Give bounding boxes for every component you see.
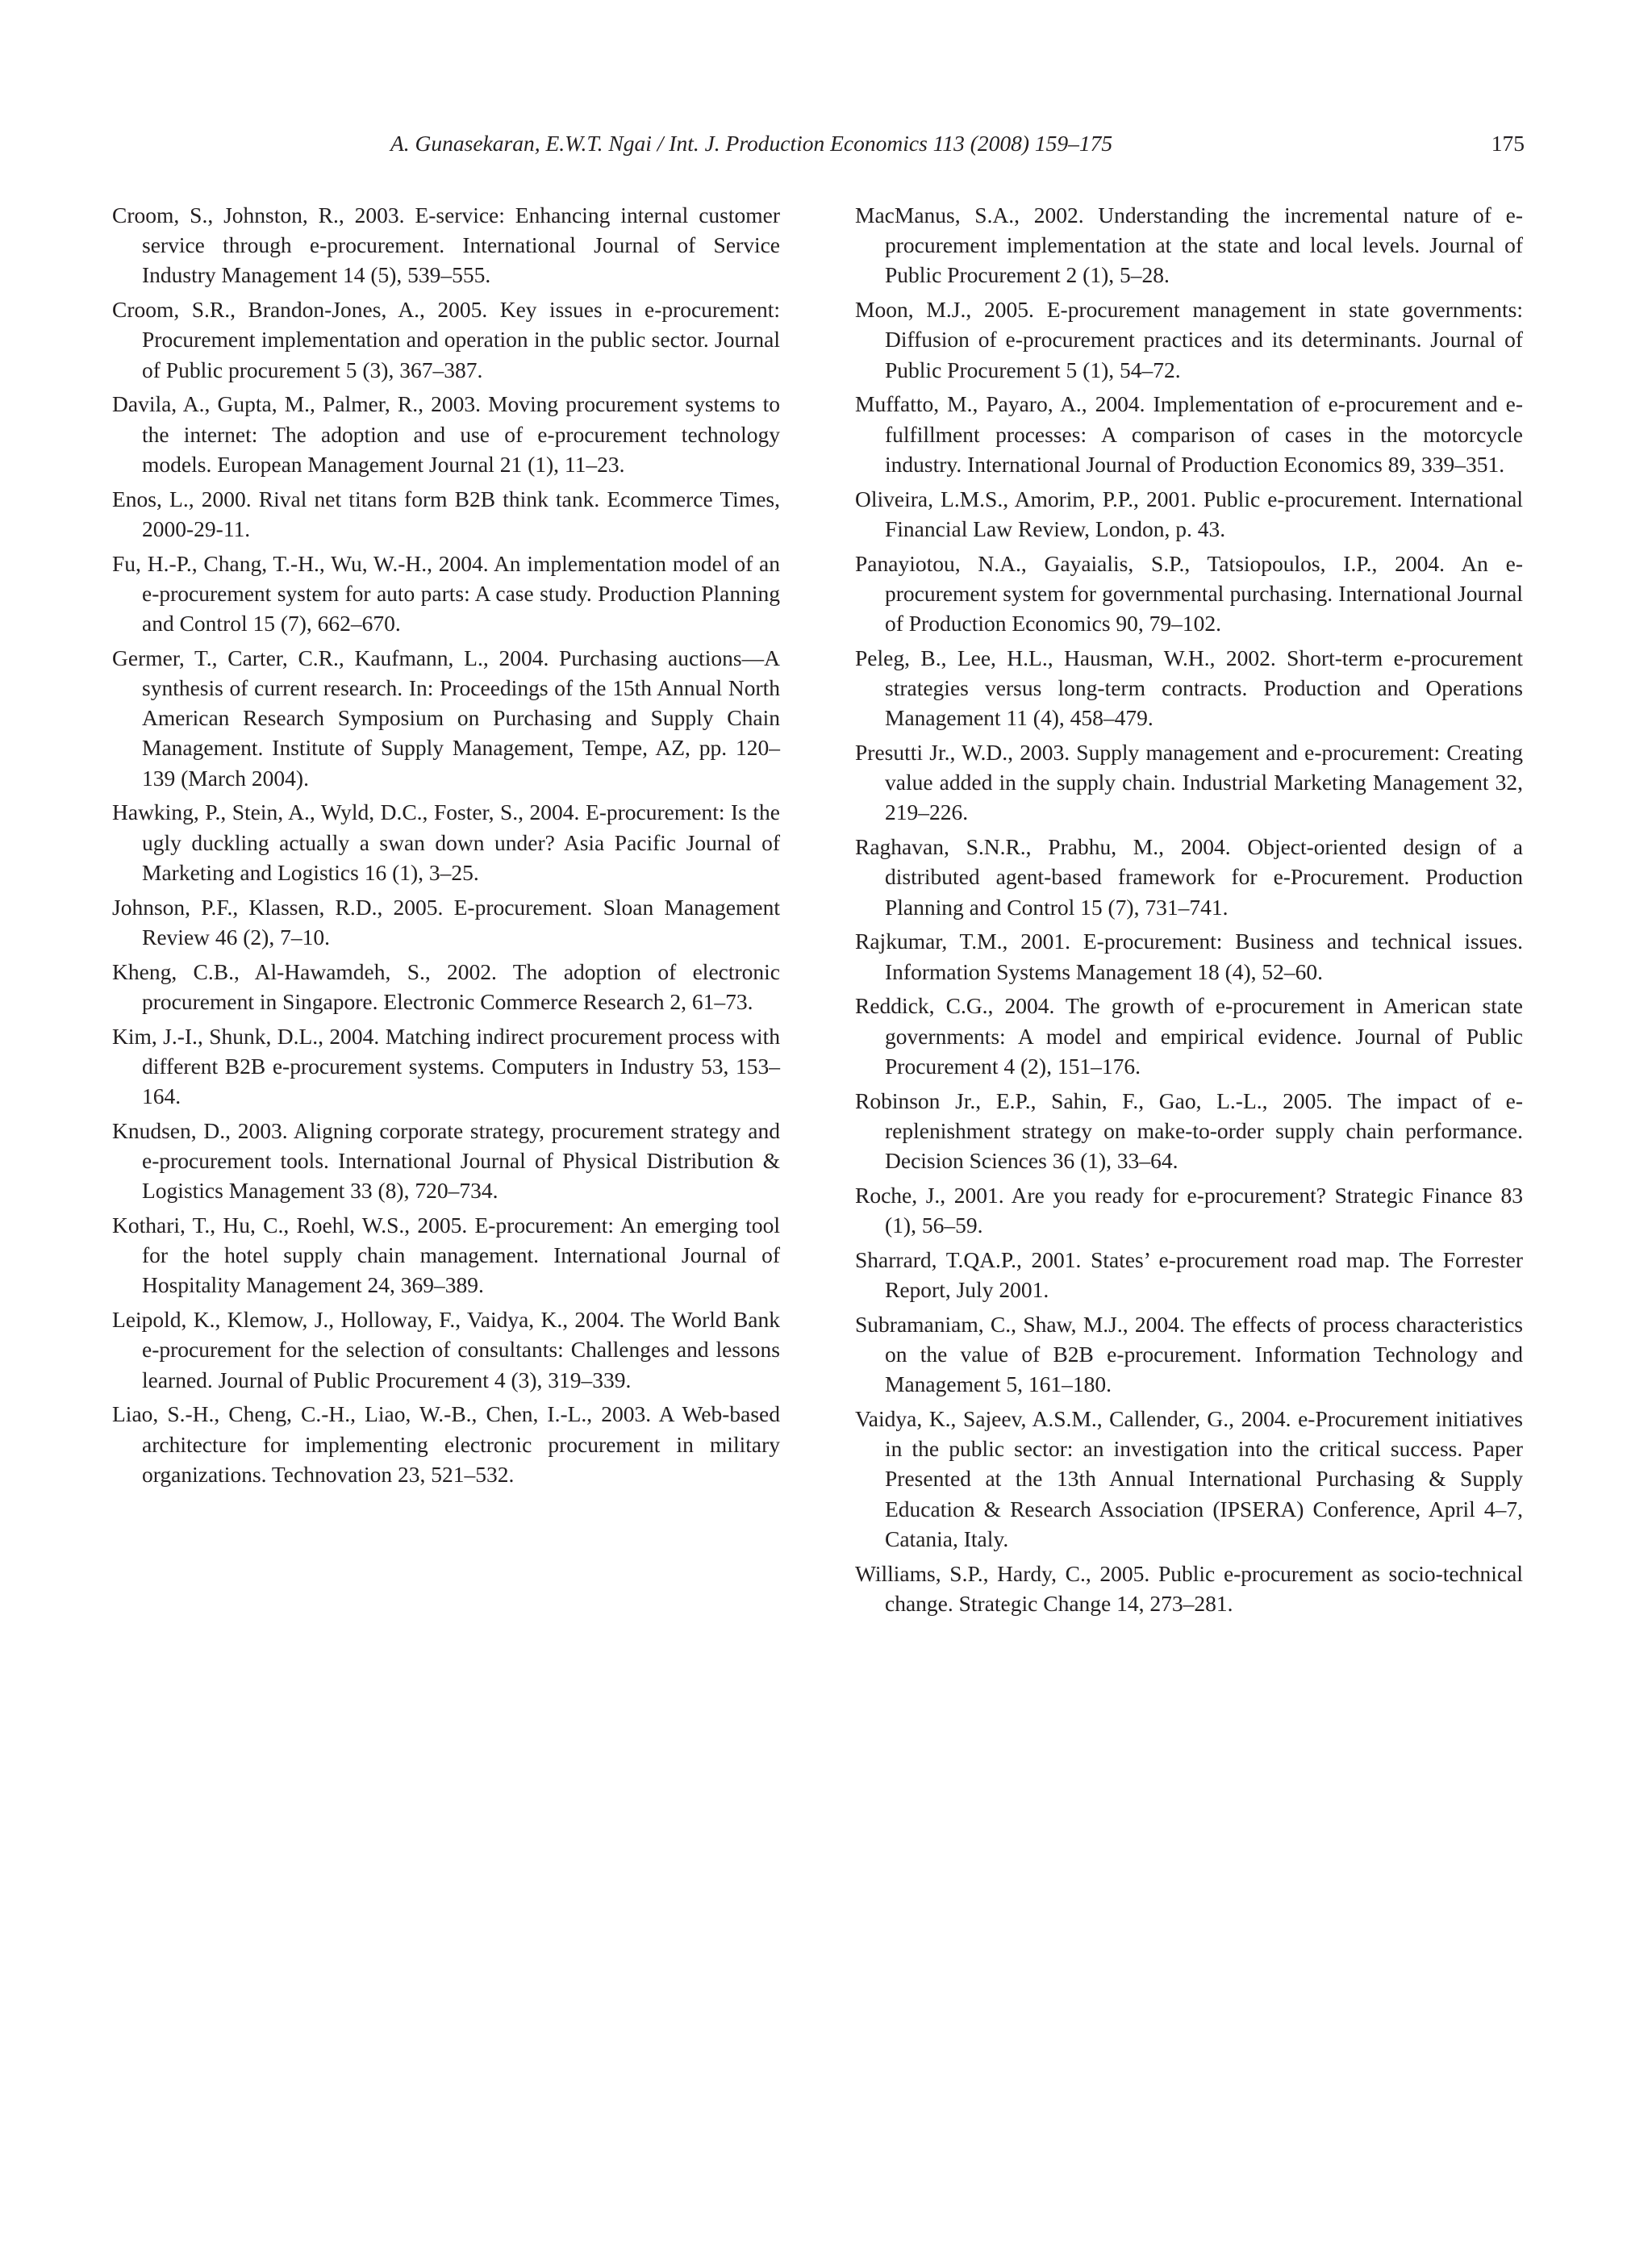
reference-entry: Robinson Jr., E.P., Sahin, F., Gao, L.-L., 2005. The impact of e-replenishment strategy on make-to-order supply chain performance. Decision Sciences 36 (1), 33–64. — [855, 1087, 1523, 1174]
reference-entry: Peleg, B., Lee, H.L., Hausman, W.H., 2002. Short-term e-procurement strategies versus long-term contracts. Production and Operations Management 11 (4), 458–479. — [855, 645, 1523, 731]
reference-entry: Kothari, T., Hu, C., Roehl, W.S., 2005. E-procurement: An emerging tool for the hotel supply chain management. International Journal of Hospitality Management 24, 369–389. — [112, 1213, 780, 1298]
references-left-column — [112, 200, 780, 1494]
reference-entry: Kim, J.-I., Shunk, D.L., 2004. Matching indirect procurement process with different B2B e-procurement systems. Computers in Industry 53, 153–164. — [112, 1023, 780, 1109]
reference-entry: Hawking, P., Stein, A., Wyld, D.C., Foster, S., 2004. E-procurement: Is the ugly duckling actually a swan down under? Asia Pacific Journal of Marketing and Logistics 16 (1), 3–25. — [112, 799, 780, 885]
reference-entry: Reddick, C.G., 2004. The growth of e-procurement in American state governments: A model and empirical evidence. Journal of Public Procurement 4 (2), 151–176. — [855, 993, 1523, 1079]
reference-entry: MacManus, S.A., 2002. Understanding the incremental nature of e-procurement implementation at the state and local levels. Journal of Public Procurement 2 (1), 5–28. — [855, 202, 1523, 288]
reference-entry: Moon, M.J., 2005. E-procurement management in state governments: Diffusion of e-procurement practices and its determinants. Journal of Public Procurement 5 (1), 54–72. — [855, 297, 1523, 382]
reference-entry: Knudsen, D., 2003. Aligning corporate strategy, procurement strategy and e-procurement tools. International Journal of Physical Distribution & Logistics Management 33 (8), 720–734. — [112, 1117, 780, 1204]
reference-entry: Croom, S.R., Brandon-Jones, A., 2005. Key issues in e-procurement: Procurement implementation and operation in the public sector. Journal of Public procurement 5 (3), 367–387. — [112, 297, 780, 382]
reference-entry: Rajkumar, T.M., 2001. E-procurement: Business and technical issues. Information Systems Management 18 (4), 52–60. — [855, 929, 1523, 984]
reference-entry: Fu, H.-P., Chang, T.-H., Wu, W.-H., 2004. An implementation model of an e-procurement system for auto parts: A case study. Production Planning and Control 15 (7), 662–670. — [112, 550, 780, 637]
reference-entry: Kheng, C.B., Al-Hawamdeh, S., 2002. The adoption of electronic procurement in Singapore. Electronic Commerce Research 2, 61–73. — [112, 958, 780, 1014]
reference-entry: Leipold, K., Klemow, J., Holloway, F., Vaidya, K., 2004. The World Bank e-procurement for the selection of consultants: Challenges and lessons learned. Journal of Public Procurement 4 (3), 319–339. — [112, 1307, 780, 1392]
references-right-column — [855, 200, 1523, 1623]
page-number: 175 — [1491, 131, 1525, 156]
reference-entry: Croom, S., Johnston, R., 2003. E-service: Enhancing internal customer service through e-procurement. International Journal of Service Industry Management 14 (5), 539–555. — [112, 202, 780, 288]
reference-entry: Roche, J., 2001. Are you ready for e-procurement? Strategic Finance 83 (1), 56–59. — [855, 1182, 1523, 1238]
reference-entry: Enos, L., 2000. Rival net titans form B2B think tank. Ecommerce Times, 2000-29-11. — [112, 486, 780, 541]
reference-entry: Liao, S.-H., Cheng, C.-H., Liao, W.-B., Chen, I.-L., 2003. A Web-based architecture for implementing electronic procurement in military organizations. Technovation 23, 521–532. — [112, 1401, 780, 1487]
reference-entry: Raghavan, S.N.R., Prabhu, M., 2004. Object-oriented design of a distributed agent-based framework for e-Procurement. Production Planning and Control 15 (7), 731–741. — [855, 834, 1523, 920]
reference-entry: Muffatto, M., Payaro, A., 2004. Implementation of e-procurement and e-fulfillment processes: A comparison of cases in the motorcycle industry. International Journal of Production Economics 89, 339–351. — [855, 391, 1523, 477]
reference-entry: Germer, T., Carter, C.R., Kaufmann, L., 2004. Purchasing auctions—A synthesis of current research. In: Proceedings of the 15th Annual North American Research Symposium on Purchasing and Supply Chain Management. Institute of Supply Management, Tempe, AZ, pp. 120–139 (March 2004). — [112, 645, 780, 791]
reference-entry: Vaidya, K., Sajeev, A.S.M., Callender, G., 2004. e-Procurement initiatives in the public sector: an investigation into the critical success. Paper Presented at the 13th Annual International Purchasing & Supply Education & Research Association (IPSERA) Conference, April 4–7, Catania, Italy. — [855, 1406, 1523, 1551]
reference-entry: Davila, A., Gupta, M., Palmer, R., 2003. Moving procurement systems to the internet: The adoption and use of e-procurement technology models. European Management Journal 21 (1), 11–23. — [112, 391, 780, 477]
reference-entry: Johnson, P.F., Klassen, R.D., 2005. E-procurement. Sloan Management Review 46 (2), 7–10. — [112, 894, 780, 950]
reference-entry: Williams, S.P., Hardy, C., 2005. Public e-procurement as socio-technical change. Strategic Change 14, 273–281. — [855, 1560, 1523, 1616]
running-head: A. Gunasekaran, E.W.T. Ngai / Int. J. Production Economics 113 (2008) 159–175 — [390, 131, 1113, 156]
reference-entry: Subramaniam, C., Shaw, M.J., 2004. The effects of process characteristics on the value of B2B e-procurement. Information Technology and Management 5, 161–180. — [855, 1311, 1523, 1397]
reference-entry: Oliveira, L.M.S., Amorim, P.P., 2001. Public e-procurement. International Financial Law Review, London, p. 43. — [855, 486, 1523, 541]
reference-entry: Panayiotou, N.A., Gayaialis, S.P., Tatsiopoulos, I.P., 2004. An e-procurement system for governmental purchasing. International Journal of Production Economics 90, 79–102. — [855, 550, 1523, 637]
reference-entry: Sharrard, T.QA.P., 2001. States’ e-procurement road map. The Forrester Report, July 2001. — [855, 1246, 1523, 1303]
reference-entry: Presutti Jr., W.D., 2003. Supply management and e-procurement: Creating value added in the supply chain. Industrial Marketing Management 32, 219–226. — [855, 740, 1523, 825]
